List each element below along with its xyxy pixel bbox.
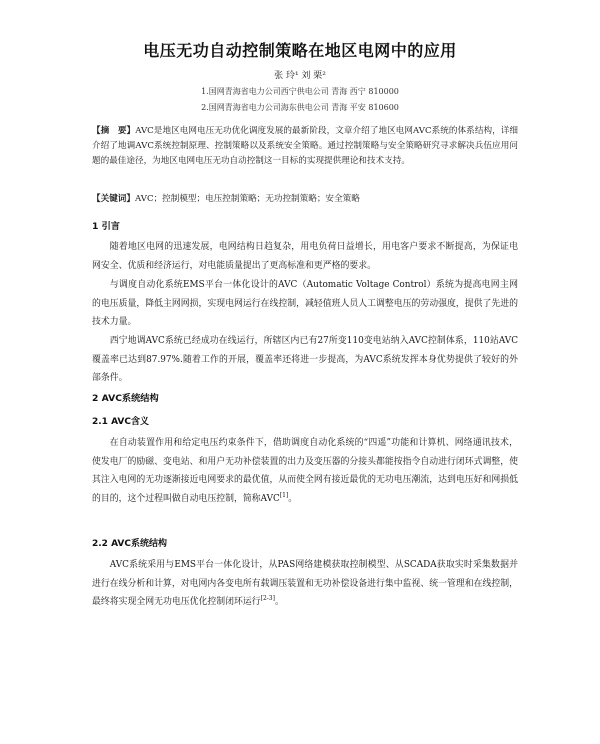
citation-1: [1] bbox=[279, 491, 289, 499]
abstract-label: 【摘 要】 bbox=[92, 126, 136, 136]
avc-meaning-paragraph: 在自动装置作用和给定电压约束条件下，借助调度自动化系统的“四遥”功能和计算机、网络通讯技术，使发电厂的励磁、变电站、和用户无功补偿装置的出力及变压器的分接头都能按指令自动进行闭环式调整，使其注入电网的无功逐渐接近电网要求的最优值，从而使全网有接近最优的无功电压潮流，达到电压好和网损低的目的，这个过程叫做自动电压控制，简称AVC[1]。 bbox=[92, 438, 518, 504]
abstract bbox=[92, 124, 518, 169]
abstract-text: AVC是地区电网电压无功优化调度发展的最新阶段，文章介绍了地区电网AVC系统的体系结构，详细介绍了地调AVC系统控制原理、控制策略以及系统安全策略。通过控制策略与安全策略研究寻求解决兵伍应用问题的最佳途径，为地区电网电压无功自动控制这一目标的实现提供理论和技术支持。 bbox=[92, 126, 518, 166]
intro-paragraph-1: 随着地区电网的迅速发展，电网结构日趋复杂，用电负荷日益增长，用电客户要求不断提高，为保证电网安全、优质和经济运行，对电能质量提出了更高标准和更严格的要求。 bbox=[92, 242, 518, 271]
affiliation-1: 1.国网青海省电力公司西宁供电公司 青海 西宁 810000 bbox=[201, 87, 399, 96]
section-heading-avc: 2 AVC系统结构 bbox=[92, 393, 159, 404]
intro-paragraph-2: 与调度自动化系统EMS平台一体化设计的AVC（Automatic Voltage Control）系统为提高电网主网的电压质量，降低主网网损，实现电网运行在线控制，减轻值班人员人工调整电压的劳动强度，提供了先进的技术力量。 bbox=[92, 280, 518, 327]
paper-title: 电压无功自动控制策略在地区电网中的应用 bbox=[143, 41, 457, 60]
author-line: 张 玲¹ 刘 栗² bbox=[274, 71, 326, 81]
keywords-text: AVC；控制模型；电压控制策略；无功控制策略；安全策略 bbox=[134, 194, 360, 204]
avc-structure-paragraph: AVC系统采用与EMS平台一体化设计，从PAS网络建模获取控制模型、从SCADA获取实时采集数据并进行在线分析和计算，对电网内各变电所有载调压装置和无功补偿设备进行集中监视、统一管理和在线控制，最终将实现全网无功电压优化控制闭环运行[2-3]。 bbox=[92, 560, 518, 607]
subsection-heading-avc-meaning: 2.1 AVC含义 bbox=[92, 417, 150, 427]
avc-structure-text: AVC系统采用与EMS平台一体化设计，从PAS网络建模获取控制模型、从SCADA获取实时采集数据并进行在线分析和计算，对电网内各变电所有载调压装置和无功补偿设备进行集中监视、统一管理和在线控制，最终将实现全网无功电压优化控制闭环运行 bbox=[92, 560, 518, 607]
section-heading-intro: 1 引言 bbox=[92, 221, 120, 232]
keywords-label: 【关键词】 bbox=[92, 194, 135, 204]
citation-2: [2-3] bbox=[260, 595, 275, 603]
intro-paragraph-3: 西宁地调AVC系统已经成功在线运行，所辖区内已有27所变110变电站纳入AVC控制体系，110站AVC覆盖率已达到87.97%.随着工作的开展，覆盖率还将进一步提高，为AVC系统发挥本身优势提供了较好的外部条件。 bbox=[92, 336, 518, 383]
keywords bbox=[92, 192, 518, 207]
affiliation-2: 2.国网青海省电力公司海东供电公司 青海 平安 810600 bbox=[201, 103, 399, 112]
subsection-heading-avc-structure: 2.2 AVC系统结构 bbox=[92, 539, 168, 549]
avc-meaning-text: 在自动装置作用和给定电压约束条件下，借助调度自动化系统的“四遥”功能和计算机、网络通讯技术，使发电厂的励磁、变电站、和用户无功补偿装置的出力及变压器的分接头都能按指令自动进行闭环式调整，使其注入电网的无功逐渐接近电网要求的最优值，从而使全网有接近最优的无功电压潮流，达到电压好和网损低的目的，这个过程叫做自动电压控制，简称AVC bbox=[92, 438, 518, 504]
